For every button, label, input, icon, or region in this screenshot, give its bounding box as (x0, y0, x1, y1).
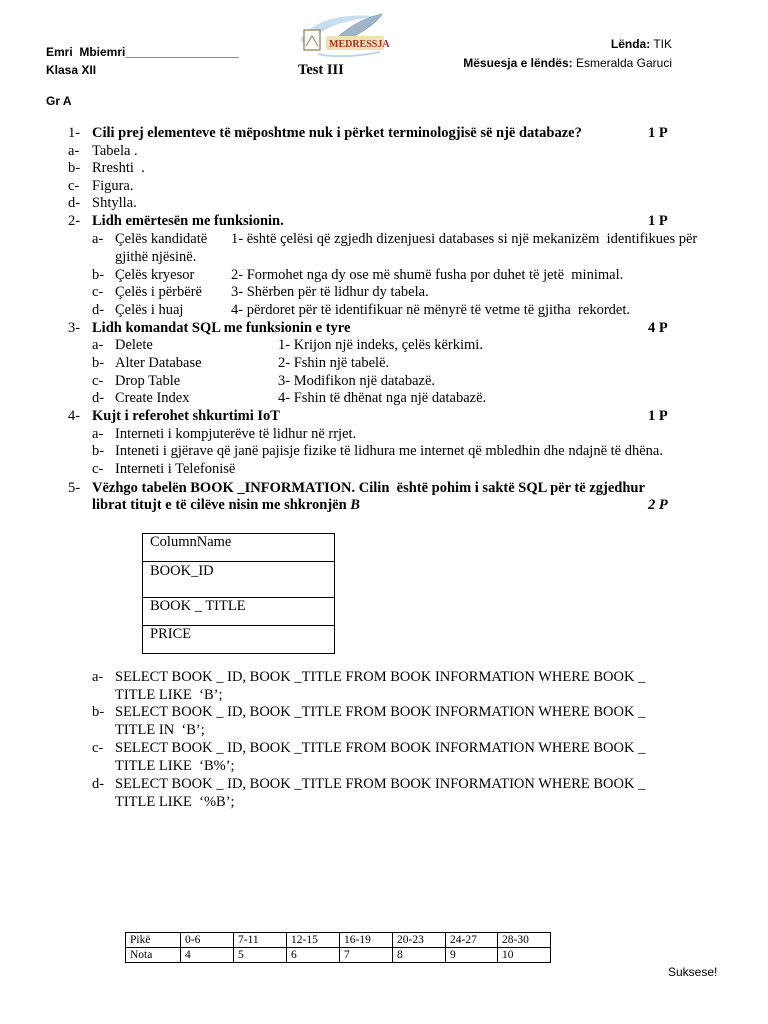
grading-table (125, 932, 551, 963)
option-text: Interneti i kompjuterëve të lidhur në rrjet. (115, 426, 357, 442)
grade-value: 5 (234, 948, 287, 963)
question-number: 3- (68, 320, 81, 336)
option-text: Tabela . (92, 143, 138, 159)
question-points: 4 P (648, 320, 668, 336)
table-cell: BOOK_ID (143, 562, 335, 598)
pair-term: Çelës i përbërë (115, 284, 202, 300)
option-sql-line1: SELECT BOOK _ ID, BOOK _TITLE FROM BOOK INFORMATION WHERE BOOK _ (115, 740, 646, 756)
group-label: Gr A (46, 94, 72, 108)
option-letter: d- (92, 776, 105, 792)
points-range: 16-19 (340, 933, 393, 948)
pair-term: Delete (115, 337, 153, 353)
option-sql-line1: SELECT BOOK _ ID, BOOK _TITLE FROM BOOK INFORMATION WHERE BOOK _ (115, 669, 646, 685)
question-number: 2- (68, 213, 81, 229)
table-row (143, 598, 335, 626)
question-text: Lidh komandat SQL me funksionin e tyre (92, 320, 351, 336)
question-points: 1 P (648, 213, 668, 229)
pair-term: Alter Database (115, 355, 202, 371)
pair-letter: a- (92, 231, 104, 247)
question-text: Cili prej elementeve të mëposhtme nuk i përket terminologjisë së një databaze? (92, 125, 582, 141)
grade-value: 9 (446, 948, 498, 963)
pair-term: Çelës kandidatë (115, 231, 208, 247)
option-letter: a- (68, 143, 80, 159)
option-letter: a- (92, 669, 104, 685)
table-row (143, 562, 335, 598)
question-points: 1 P (648, 408, 668, 424)
pair-match: 4- Fshin të dhënat nga një databazë. (278, 390, 487, 406)
question-number: 1- (68, 125, 81, 141)
option-letter: c- (92, 461, 104, 477)
pair-letter: a- (92, 337, 104, 353)
option-sql-line2: TITLE IN ‘B’; (115, 722, 205, 738)
pair-match: 2- Formohet nga dy ose më shumë fusha por duhet të jetë minimal. (231, 267, 624, 283)
pair-term: Create Index (115, 390, 190, 406)
question-number: 4- (68, 408, 81, 424)
grade-value: 4 (181, 948, 234, 963)
subject-label: Lënda: (610, 37, 651, 51)
grades-row (126, 948, 551, 963)
option-letter: b- (68, 160, 81, 176)
pair-letter: d- (92, 302, 105, 318)
option-sql-line2: TITLE LIKE ‘%B’; (115, 794, 235, 810)
book-icon (304, 30, 320, 50)
class-label: Klasa XII (46, 63, 97, 77)
pair-match: 1- Krijon një indeks, çelës kërkimi. (278, 337, 483, 353)
points-range: 20-23 (393, 933, 446, 948)
pair-letter: c- (92, 373, 104, 389)
points-range: 0-6 (181, 933, 234, 948)
points-row (126, 933, 551, 948)
pair-letter: c- (92, 284, 104, 300)
question-text-line2 (92, 496, 360, 514)
pair-match: 2- Fshin një tabelë. (278, 355, 390, 371)
pair-term: Çelës i huaj (115, 302, 184, 318)
logo-text: MEDRESSJA (329, 39, 390, 50)
points-range: 7-11 (234, 933, 287, 948)
option-letter: c- (68, 178, 80, 194)
points-range: 12-15 (287, 933, 340, 948)
grade-value: 7 (340, 948, 393, 963)
pair-match: 4- përdoret për të identifikuar në mënyrë të vetme të gjitha rekordet. (231, 302, 630, 318)
pair-letter: b- (92, 267, 105, 283)
pair-letter: b- (92, 355, 105, 371)
subject-line (611, 35, 672, 53)
grade-header: Nota (126, 948, 181, 963)
pair-term: Drop Table (115, 373, 181, 389)
closing-text: Suksese! (668, 965, 718, 979)
option-letter: c- (92, 740, 104, 756)
option-text: Inteneti i gjërave që janë pajisje fizike të lidhura me internet që mbledhin dhe ndajnë të dhëna. (115, 443, 663, 459)
student-name-field: Emri Mbiemri_________________ (46, 45, 239, 59)
option-sql-line1: SELECT BOOK _ ID, BOOK _TITLE FROM BOOK INFORMATION WHERE BOOK _ (115, 704, 646, 720)
question-points: 1 P (648, 125, 668, 141)
test-title: Test III (298, 62, 344, 78)
points-header: Pikë (126, 933, 181, 948)
grade-value: 6 (287, 948, 340, 963)
points-range: 24-27 (446, 933, 498, 948)
option-letter: a- (92, 426, 104, 442)
grade-value: 8 (393, 948, 446, 963)
pair-match: 1- është çelësi që zgjedh dizenjuesi databases si një mekanizëm identifikues për (231, 231, 698, 247)
table-cell: BOOK _ TITLE (143, 598, 335, 626)
table-row (143, 626, 335, 654)
option-text: Interneti i Telefonisë (115, 461, 236, 477)
table-row (143, 534, 335, 562)
teacher-line (463, 54, 672, 72)
teacher-value: Esmeralda Garuci (572, 56, 672, 70)
pair-match: 3- Modifikon një databazë. (278, 373, 436, 389)
question-text: Kujt i referohet shkurtimi IoT (92, 408, 280, 424)
option-letter: b- (92, 443, 105, 459)
question-points: 2 P (648, 497, 668, 513)
option-sql-line2: TITLE LIKE ‘B%’; (115, 758, 235, 774)
teacher-label: Mësuesja e lëndës: (463, 56, 573, 70)
points-range: 28-30 (498, 933, 551, 948)
option-text: Figura. (92, 178, 134, 194)
option-sql-line2: TITLE LIKE ‘B’; (115, 687, 223, 703)
option-letter: b- (92, 704, 105, 720)
question-text-line2-body: librat titujt e të cilëve nisin me shkronjën (92, 497, 351, 513)
pair-match-continuation: gjithë njësinë. (115, 249, 197, 265)
option-text: Rreshti . (92, 160, 145, 176)
question-text: Lidh emërtesën me funksionin. (92, 213, 284, 229)
option-sql-line1: SELECT BOOK _ ID, BOOK _TITLE FROM BOOK INFORMATION WHERE BOOK _ (115, 776, 646, 792)
question-letter-emphasis: B (350, 497, 360, 513)
question-number: 5- (68, 480, 81, 496)
pair-letter: d- (92, 390, 105, 406)
pair-term: Çelës kryesor (115, 267, 195, 283)
table-cell: ColumnName (143, 534, 335, 562)
option-text: Shtylla. (92, 195, 137, 211)
question-text-line1: Vëzhgo tabelën BOOK _INFORMATION. Cilin është pohim i saktë SQL për të zgjedhur (92, 480, 645, 496)
table-cell: PRICE (143, 626, 335, 654)
book-information-table (142, 533, 335, 654)
logo (296, 10, 390, 60)
grade-value: 10 (498, 948, 551, 963)
subject-value: TIK (650, 37, 672, 51)
logo-underline (318, 52, 380, 56)
pair-match: 3- Shërben për të lidhur dy tabela. (231, 284, 429, 300)
option-letter: d- (68, 195, 81, 211)
